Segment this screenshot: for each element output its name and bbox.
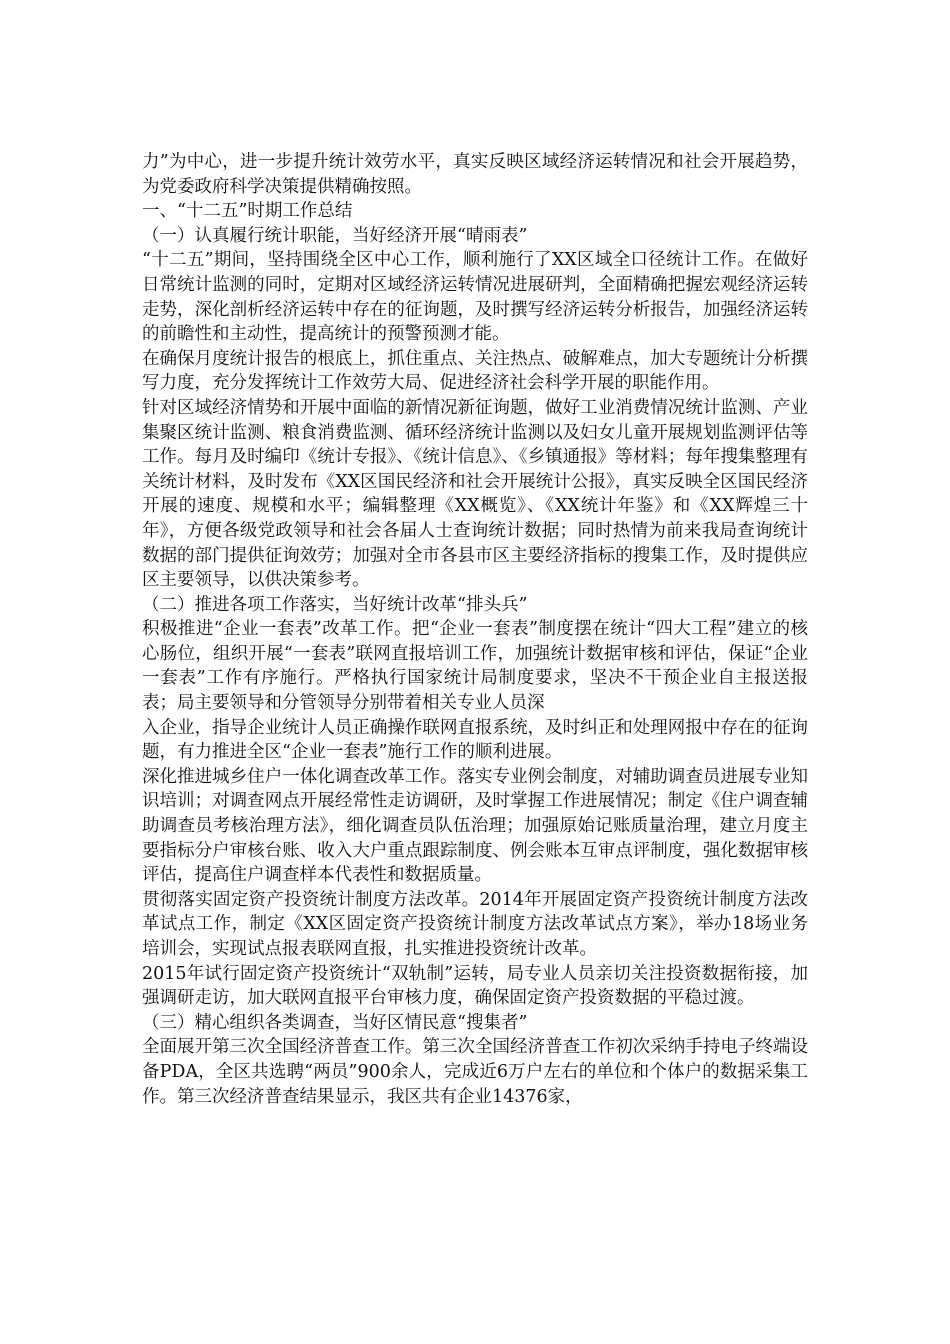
subsection-heading-1: （一）认真履行统计职能，当好经济开展“晴雨表” [142,225,528,246]
document-page [142,150,808,1109]
paragraph-publications: 针对区域经济情势和开展中面临的新情况新征询题，做好工业消费情况统计监测、产业集聚区统计监测、粮食消费监测、循环经济统计监测以及妇女儿童开展规划监测评估等工作。每月及时编印《统计专报》、《统计信息》、《乡镇通报》等材料；每年搜集整理有关统计材料，及时发布《XX区国民经济和社会开展统计公报》，真实反映全区国民经济开展的速度、规模和水平；编辑整理《XX概览》、《XX统计年鉴》和《XX辉煌三十年》，方便各级党政领导和社会各届人士查询统计数据；同时热情为前来我局查询统计数据的部门提供征询效劳；加强对全市各县市区主要经济指标的搜集工作，及时提供应区主要领导，以供决策参考。 [142,397,808,591]
paragraph-enterprise-table: 积极推进“企业一套表”改革工作。把“企业一套表”制度摆在统计“四大工程”建立的核心肠位，组织开展“一套表”联网直报培训工作，加强统计数据审核和评估，保证“企业一套表”工作有序施行。严格执行国家统计局制度要求，坚决不干预企业自主报送报表；局主要领导和分管领导分别带着相关专业人员深 [142,619,808,714]
paragraph-enterprise-guidance: 入企业，指导企业统计人员正确操作联网直报系统，及时纠正和处理网报中存在的征询题，有力推进全区“企业一套表”施行工作的顺利进展。 [142,717,808,763]
paragraph-dual-track: 2015年试行固定资产投资统计“双轨制”运转，局专业人员亲切关注投资数据衔接，加强调研走访，加大联网直报平台审核力度，确保固定资产投资数据的平稳过渡。 [142,963,808,1009]
paragraph-investment-reform: 贯彻落实固定资产投资统计制度方法改革。2014年开展固定资产投资统计制度方法改革试点工作，制定《XX区固定资产投资统计制度方法改革试点方案》，举办18场业务培训会，实现试点报表联网直报，扎实推进投资统计改革。 [142,889,808,959]
paragraph-intro-continued: 力”为中心，进一步提升统计效劳水平，真实反映区域经济运转情况和社会开展趋势，为党委政府科学决策提供精确按照。 [142,152,808,197]
paragraph-monitoring: “十二五”期间，坚持围绕全区中心工作，顺利施行了XX区域全口径统计工作。在做好日常统计监测的同时，定期对区域经济运转情况进展研判，全面精确把握宏观经济运转走势，深化剖析经济运转中存在的征询题，及时撰写经济运转分析报告，加强经济运转的前瞻性和主动性，提高统计的预警预测才能。 [142,250,808,345]
section-heading-summary: 一、“十二五”时期工作总结 [142,201,353,222]
subsection-heading-3: （三）精心组织各类调查，当好区情民意“搜集者” [142,1012,528,1033]
paragraph-household-survey: 深化推进城乡住户一体化调查改革工作。落实专业例会制度，对辅助调查员进展专业知识培训；对调查网点开展经常性走访调研，及时掌握工作进展情况；制定《住户调查辅助调查员考核治理方法》，细化调查员队伍治理；加强原始记账质量治理，建立月度主要指标分户审核台账、收入大户重点跟踪制度、例会账本互审点评制度，强化数据审核评估，提高住户调查样本代表性和数据质量。 [142,766,808,886]
subsection-heading-2: （二）推进各项工作落实，当好统计改革“排头兵” [142,594,528,615]
paragraph-economic-census: 全面展开第三次全国经济普查工作。第三次全国经济普查工作初次采纳手持电子终端设备PDA，全区共选聘“两员”900余人，完成近6万户左右的单位和个体户的数据采集工作。第三次经济普查结果显示，我区共有企业14376家， [142,1037,808,1107]
paragraph-monthly-report: 在确保月度统计报告的根底上，抓住重点、关注热点、破解难点，加大专题统计分析撰写力度，充分发挥统计工作效劳大局、促进经济社会科学开展的职能作用。 [142,348,808,394]
